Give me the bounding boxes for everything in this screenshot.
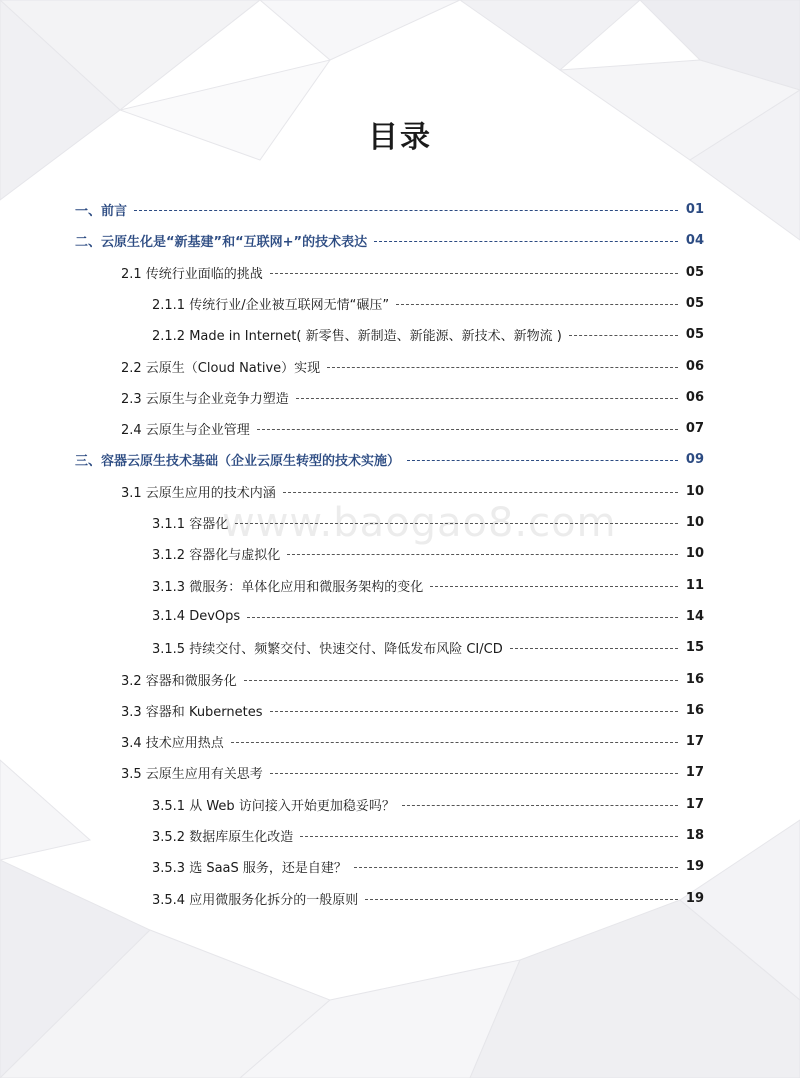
toc-dot-leader [296,398,678,399]
toc-dot-leader [402,805,678,806]
toc-entry-page-number: 14 [685,608,704,624]
toc-dot-leader [327,367,678,368]
toc-entry-page-number: 01 [685,201,704,217]
toc-dot-leader [354,867,678,868]
toc-entry[interactable] [152,543,704,563]
toc-entry-page-number: 05 [685,264,704,280]
toc-entry-page-number: 17 [685,796,704,812]
toc-entry[interactable] [121,418,704,438]
toc-entry-label: 3.5 云原生应用有关思考 [121,766,263,782]
toc-dot-leader [300,836,678,837]
toc-entry-label: 3.3 容器和 Kubernetes [121,704,263,720]
toc-entry[interactable] [152,888,704,908]
toc-entry[interactable] [152,825,704,845]
toc-entry-label: 3.5.4 应用微服务化拆分的一般原则 [152,892,359,908]
toc-entry[interactable] [152,637,704,657]
toc-entry[interactable] [152,324,704,344]
toc-entry[interactable] [121,262,704,282]
toc-dot-leader [287,554,678,555]
toc-entry-page-number: 05 [685,295,704,311]
toc-entry-label: 2.1.2 Made in Internet( 新零售、新制造、新能源、新技术、新物流 ) [152,328,562,344]
toc-entry-page-number: 04 [685,232,704,248]
toc-dot-leader [430,586,678,587]
toc-entry[interactable] [121,731,704,751]
page-title: 目录 [368,120,432,155]
toc-entry-label: 3.5.1 从 Web 访问接入开始更加稳妥吗？ [152,798,395,814]
toc-entry-label: 2.1.1 传统行业/企业被互联网无情“碾压” [152,297,390,313]
toc-entry-label: 3.4 技术应用热点 [121,735,224,751]
toc-entry-page-number: 05 [685,326,704,342]
toc-dot-leader [407,460,678,461]
toc-entry[interactable] [75,230,704,250]
toc-entry-label: 3.1.1 容器化 [152,516,229,532]
toc-dot-leader [283,492,678,493]
toc-entry-label: 3.1.3 微服务：单体化应用和微服务架构的变化 [152,579,424,595]
toc-dot-leader [510,648,678,649]
toc-entry-page-number: 16 [685,671,704,687]
toc-entry-page-number: 09 [685,451,704,467]
toc-entry-label: 3.5.2 数据库原生化改造 [152,829,294,845]
toc-entry-page-number: 15 [685,639,704,655]
toc-entry-label: 3.5.3 选 SaaS 服务，还是自建？ [152,860,347,876]
toc-entry-page-number: 06 [685,358,704,374]
toc-entry-label: 二、云原生化是“新基建”和“互联网+”的技术表达 [75,234,368,250]
toc-entry[interactable] [152,856,704,876]
toc-entry-label: 3.2 容器和微服务化 [121,673,237,689]
toc-dot-leader [270,273,678,274]
toc-entry[interactable] [152,512,704,532]
toc-entry-page-number: 16 [685,702,704,718]
toc-entry-label: 3.1.2 容器化与虚拟化 [152,547,281,563]
toc-entry-label: 2.1 传统行业面临的挑战 [121,266,263,282]
toc-entry-page-number: 11 [685,577,704,593]
toc-entry[interactable] [152,293,704,313]
toc-entry-page-number: 17 [685,764,704,780]
toc-entry[interactable] [121,762,704,782]
toc-entry-label: 三、容器云原生技术基础（企业云原生转型的技术实施） [75,453,401,469]
watermark: www.baogao8.com [222,500,617,546]
toc-entry-page-number: 19 [685,858,704,874]
toc-entry-label: 3.1.5 持续交付、频繁交付、快速交付、降低发布风险 CI/CD [152,641,503,657]
toc-dot-leader [247,617,678,618]
toc-entry-label: 2.4 云原生与企业管理 [121,422,250,438]
toc-entry-label: 一、前言 [75,203,128,219]
toc-entry-page-number: 17 [685,733,704,749]
toc-entry-page-number: 10 [685,545,704,561]
toc-entry[interactable] [121,700,704,720]
toc-entry-page-number: 18 [685,827,704,843]
toc-entry[interactable] [152,794,704,814]
toc-entry[interactable] [75,449,704,469]
toc-entry[interactable] [75,199,704,219]
toc-dot-leader [235,523,678,524]
toc-entry[interactable] [152,575,704,595]
toc-dot-leader [244,680,678,681]
toc-entry-page-number: 10 [685,514,704,530]
toc-entry-page-number: 19 [685,890,704,906]
toc-entry-page-number: 07 [685,420,704,436]
toc-dot-leader [569,335,678,336]
toc-dot-leader [270,773,678,774]
toc-dot-leader [365,899,678,900]
toc-dot-leader [231,742,678,743]
toc-dot-leader [396,304,678,305]
toc-entry[interactable] [121,356,704,376]
toc-dot-leader [134,210,678,211]
toc-entry[interactable] [121,481,704,501]
toc-entry-label: 2.3 云原生与企业竞争力塑造 [121,391,289,407]
toc-entry[interactable] [121,387,704,407]
toc-entry[interactable] [121,669,704,689]
toc-entry-page-number: 06 [685,389,704,405]
toc-dot-leader [374,241,678,242]
toc-entry[interactable] [152,606,704,626]
toc-dot-leader [270,711,678,712]
toc-entry-label: 3.1 云原生应用的技术内涵 [121,485,276,501]
toc-entry-label: 3.1.4 DevOps [152,608,241,624]
toc-entry-label: 2.2 云原生（Cloud Native）实现 [121,360,321,376]
toc-dot-leader [257,429,678,430]
toc-entry-page-number: 10 [685,483,704,499]
